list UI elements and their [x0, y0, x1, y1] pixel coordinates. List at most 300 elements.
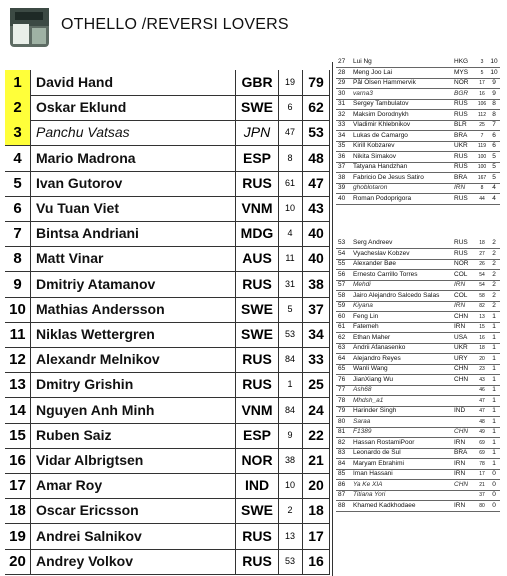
points-cell: 5: [492, 152, 496, 160]
rank-cell: 13: [5, 372, 31, 397]
country-code: RUS: [454, 110, 468, 118]
country-code: VNM: [235, 196, 279, 221]
points-cell: 53: [303, 120, 330, 145]
games-count: 106: [477, 101, 487, 107]
games-count: 167: [477, 174, 487, 181]
games-count: 80: [479, 502, 485, 509]
country-code: BGR: [454, 89, 469, 97]
player-name: Ernesto Carrillo Torres: [353, 270, 418, 278]
player-name: Oskar Eklund: [36, 99, 127, 116]
player-name: F1389: [353, 428, 372, 435]
player-name: Niklas Wettergren: [36, 326, 155, 342]
country-code: IND: [235, 473, 279, 498]
player-name: Ivan Gutorov: [36, 174, 123, 191]
country-code: UKR: [454, 142, 468, 149]
country-code: NOR: [454, 79, 469, 86]
country-code: RUS: [235, 524, 279, 549]
column-divider: [332, 62, 333, 576]
rank-cell: 8: [5, 246, 31, 271]
table-row: [5, 473, 330, 499]
points-cell: 1: [492, 438, 496, 446]
rank-cell: 14: [5, 398, 31, 423]
rank-cell: 18: [5, 498, 31, 523]
rank-cell: 36: [338, 152, 346, 160]
games-count: 18: [479, 240, 485, 246]
player-name: Saraa: [353, 417, 371, 425]
games-count: 53: [278, 322, 303, 347]
games-count: 69: [479, 439, 485, 446]
games-count: 15: [479, 324, 485, 330]
points-cell: 8: [492, 110, 496, 118]
games-count: 54: [479, 271, 485, 278]
games-count: 17: [479, 80, 485, 86]
table-row: [5, 549, 330, 575]
games-count: 100: [477, 164, 487, 170]
games-count: 26: [479, 261, 485, 267]
rank-cell: 20: [5, 549, 31, 574]
player-name: David Hand: [36, 74, 114, 90]
player-name: Bintsa Andriani: [36, 225, 139, 242]
table-row: [5, 498, 330, 524]
games-count: 20: [479, 355, 485, 362]
table-row: [5, 196, 330, 222]
rank-cell: 32: [338, 110, 346, 118]
points-cell: 10: [490, 68, 498, 76]
player-name: Ash68: [353, 386, 372, 393]
games-count: 9: [278, 423, 303, 448]
country-code: MYS: [454, 68, 469, 76]
points-cell: 5: [492, 163, 496, 170]
country-code: ESP: [235, 146, 279, 171]
games-count: 16: [479, 90, 485, 97]
player-name: Mhdsh_a1: [353, 396, 384, 404]
rank-cell: 83: [338, 449, 346, 456]
table-row: [336, 364, 500, 375]
points-cell: 21: [303, 448, 330, 473]
country-code: BRA: [454, 173, 468, 181]
player-name: Maksim Dorodnykh: [353, 110, 409, 118]
group-header: [0, 0, 507, 55]
player-name: Leonardo de Sul: [353, 449, 401, 456]
country-code: JPN: [235, 120, 279, 145]
points-cell: 2: [492, 249, 496, 257]
player-name: Iman Hassani: [353, 470, 393, 477]
games-count: 27: [479, 250, 485, 257]
player-name: Andrii Afanasenko: [353, 344, 406, 351]
rank-cell: 84: [338, 459, 346, 467]
games-count: 44: [479, 195, 485, 202]
ranking-image[interactable]: [5, 58, 504, 576]
points-cell: 1: [492, 333, 496, 341]
games-count: 13: [278, 524, 303, 549]
rank-cell: 27: [338, 58, 346, 65]
points-cell: 47: [303, 171, 330, 196]
rank-cell: 9: [5, 272, 31, 297]
country-code: RUS: [454, 100, 468, 107]
player-name: Vyacheslav Kobzev: [353, 249, 410, 257]
points-cell: 1: [492, 396, 496, 404]
rank-cell: 53: [338, 239, 346, 246]
country-code: AUS: [235, 246, 279, 271]
table-row: [5, 120, 330, 146]
games-count: 43: [479, 376, 485, 383]
player-name: Lukas de Camargo: [353, 131, 408, 139]
country-code: GBR: [235, 70, 279, 95]
rank-cell: 59: [338, 302, 346, 309]
player-name: Hassan RostamiPoor: [353, 438, 415, 446]
country-code: SWE: [235, 95, 279, 120]
rank-cell: 16: [5, 448, 31, 473]
table-row: [5, 221, 330, 247]
rank-cell: 4: [5, 146, 31, 171]
rank-cell: 80: [338, 417, 346, 425]
points-cell: 1: [492, 386, 496, 393]
points-cell: 0: [492, 491, 496, 498]
country-code: RUS: [235, 272, 279, 297]
country-code: SWE: [235, 498, 279, 523]
country-code: URY: [454, 354, 468, 362]
rank-cell: 35: [338, 142, 346, 149]
table-row: [336, 438, 500, 449]
rank-cell: 86: [338, 480, 346, 488]
games-count: 17: [479, 471, 485, 477]
points-cell: 48: [303, 146, 330, 171]
points-cell: 0: [492, 470, 496, 477]
games-count: 8: [278, 146, 303, 171]
games-count: 2: [278, 498, 303, 523]
rank-cell: 11: [5, 322, 31, 347]
player-name: Nguyen Anh Minh: [36, 401, 155, 418]
player-name: Andrei Salnikov: [36, 527, 142, 544]
player-name: Vladimir Khlebnikov: [353, 121, 411, 128]
table-row: [336, 152, 500, 163]
rank-cell: 10: [5, 297, 31, 322]
points-cell: 1: [492, 417, 496, 425]
player-name: Ya Ke XIA: [353, 480, 383, 488]
rank-cell: 3: [5, 120, 31, 145]
table-row: [5, 372, 330, 398]
rank-cell: 57: [338, 281, 346, 288]
table-row: [5, 95, 330, 121]
games-count: 4: [278, 221, 303, 246]
player-name: Kiyana: [353, 302, 373, 309]
table-row: [336, 78, 500, 89]
rank-cell: 54: [338, 249, 346, 257]
games-count: 6: [278, 95, 303, 120]
table-row: [336, 396, 500, 407]
games-count: 47: [479, 397, 485, 404]
rank-cell: 33: [338, 121, 346, 128]
points-cell: 38: [303, 272, 330, 297]
points-cell: 18: [303, 498, 330, 523]
table-row: [336, 490, 500, 501]
games-count: 69: [479, 450, 485, 456]
points-cell: 2: [492, 281, 496, 288]
table-row: [336, 173, 500, 184]
player-name: Fabricio De Jesus Satiro: [353, 173, 424, 181]
player-name: Titiana Yori: [353, 491, 386, 498]
rank-cell: 78: [338, 396, 346, 404]
points-cell: 1: [492, 407, 496, 414]
points-cell: 1: [492, 375, 496, 383]
player-name: Mario Madrona: [36, 149, 136, 166]
points-cell: 9: [492, 79, 496, 86]
games-count: 78: [479, 460, 485, 467]
player-name: Dmitriy Atamanov: [36, 275, 156, 292]
rank-cell: 81: [338, 428, 346, 435]
table-row: [336, 162, 500, 173]
games-count: 21: [479, 481, 485, 488]
country-code: IND: [454, 407, 466, 414]
table-row: [5, 524, 330, 550]
group-avatar[interactable]: [10, 8, 49, 47]
rank-cell: 79: [338, 407, 346, 414]
player-name: Harinder Singh: [353, 407, 397, 414]
avatar-shape: [13, 24, 29, 44]
points-cell: 8: [492, 100, 496, 107]
table-row: [336, 291, 500, 302]
player-name: JianXiang Wu: [353, 375, 393, 383]
games-count: 23: [479, 366, 485, 372]
table-row: [336, 501, 500, 512]
player-name: Kirill Kobzarev: [353, 142, 395, 149]
player-name: Amar Roy: [36, 477, 103, 494]
player-name: Mathias Andersson: [36, 300, 165, 317]
country-code: COL: [454, 270, 468, 278]
points-cell: 9: [492, 89, 496, 97]
player-name: Serg Andreev: [353, 239, 393, 246]
points-cell: 40: [303, 221, 330, 246]
table-row: [336, 459, 500, 470]
table-row: [336, 259, 500, 270]
rank-cell: 64: [338, 354, 346, 362]
games-count: 47: [278, 120, 303, 145]
points-cell: 5: [492, 173, 496, 181]
table-row: [336, 89, 500, 100]
points-cell: 4: [492, 184, 496, 191]
group-title[interactable]: OTHELLO /REVERSI LOVERS: [61, 16, 289, 33]
points-cell: 17: [303, 524, 330, 549]
points-cell: 6: [492, 142, 496, 149]
table-row: [5, 322, 330, 348]
player-name: Jairo Alejandro Salcedo Salas: [353, 291, 440, 299]
country-code: HKG: [454, 58, 469, 65]
games-count: 58: [479, 292, 485, 299]
table-row: [5, 70, 330, 96]
country-code: IRN: [454, 459, 466, 467]
table-row: [336, 68, 500, 79]
player-name: Meng Joo Lai: [353, 68, 393, 76]
table-row: [336, 343, 500, 354]
rank-cell: 76: [338, 375, 346, 383]
country-code: USA: [454, 333, 468, 341]
country-code: RUS: [454, 163, 468, 170]
table-row: [336, 194, 500, 205]
table-row: [336, 312, 500, 323]
games-count: 82: [479, 303, 485, 309]
table-row: [336, 280, 500, 291]
table-row: [336, 448, 500, 459]
points-cell: 62: [303, 95, 330, 120]
player-name: Vu Tuan Viet: [36, 200, 119, 216]
points-cell: 1: [492, 344, 496, 351]
rank-cell: 88: [338, 501, 346, 509]
points-cell: 0: [492, 501, 496, 509]
points-cell: 1: [492, 365, 496, 372]
country-code: ESP: [235, 423, 279, 448]
points-cell: 20: [303, 473, 330, 498]
table-row: [336, 385, 500, 396]
rank-cell: 30: [338, 89, 346, 97]
games-count: 10: [278, 196, 303, 221]
rank-cell: 77: [338, 386, 346, 393]
points-cell: 25: [303, 372, 330, 397]
country-code: IRN: [454, 501, 466, 509]
points-cell: 24: [303, 398, 330, 423]
country-code: RUS: [454, 194, 468, 202]
rank-cell: 19: [5, 524, 31, 549]
rank-cell: 63: [338, 344, 346, 351]
country-code: RUS: [454, 249, 468, 257]
games-count: 10: [278, 473, 303, 498]
games-count: 8: [480, 185, 484, 191]
rank-cell: 37: [338, 163, 346, 170]
table-row: [336, 417, 500, 428]
games-count: 18: [479, 345, 485, 351]
player-name: Fatemeh: [353, 323, 379, 330]
player-name: Maryam Ebrahimi: [353, 459, 404, 467]
table-row: [336, 406, 500, 417]
player-name: Ruben Saiz: [36, 426, 112, 443]
games-count: 19: [278, 70, 303, 95]
country-code: IRN: [454, 470, 466, 477]
player-name: Khamed Kadkhodaee: [353, 501, 416, 509]
games-count: 48: [479, 418, 485, 425]
games-count: 7: [480, 132, 484, 139]
rank-cell: 38: [338, 173, 346, 181]
rank-cell: 62: [338, 333, 346, 341]
points-cell: 1: [492, 312, 496, 320]
country-code: RUS: [235, 347, 279, 372]
country-code: SWE: [235, 297, 279, 322]
points-cell: 1: [492, 459, 496, 467]
games-count: 25: [479, 122, 485, 128]
rank-cell: 39: [338, 184, 346, 191]
rank-cell: 28: [338, 68, 346, 76]
rank-cell: 29: [338, 79, 346, 86]
points-cell: 34: [303, 322, 330, 347]
rank-cell: 31: [338, 100, 346, 107]
rank-cell: 40: [338, 194, 346, 202]
table-row: [336, 354, 500, 365]
points-cell: 6: [492, 131, 496, 139]
country-code: CHN: [454, 375, 469, 383]
points-cell: 1: [492, 354, 496, 362]
player-name: Lui Ng: [353, 58, 372, 65]
points-cell: 2: [492, 270, 496, 278]
player-name: Mehdi: [353, 281, 371, 288]
table-row: [336, 301, 500, 312]
games-count: 47: [479, 408, 485, 414]
games-count: 100: [477, 153, 487, 160]
points-cell: 22: [303, 423, 330, 448]
country-code: IRN: [454, 302, 466, 309]
points-cell: 2: [492, 302, 496, 309]
table-row: [336, 99, 500, 110]
points-cell: 7: [492, 121, 496, 128]
player-name: varna3: [353, 89, 373, 97]
games-count: 5: [480, 69, 484, 76]
rank-cell: 87: [338, 491, 346, 498]
rank-cell: 1: [5, 70, 31, 95]
rank-cell: 82: [338, 438, 346, 446]
player-name: Alexandr Melnikov: [36, 351, 160, 368]
table-row: [5, 448, 330, 474]
country-code: BRA: [454, 449, 468, 456]
table-row: [336, 141, 500, 152]
points-cell: 33: [303, 347, 330, 372]
table-row: [336, 375, 500, 386]
rank-cell: 60: [338, 312, 346, 320]
table-row: [5, 171, 330, 197]
player-name: Alejandro Reyes: [353, 354, 401, 362]
player-name: Alexander Bøe: [353, 260, 396, 267]
table-row: [5, 272, 330, 298]
table-row: [5, 347, 330, 373]
country-code: COL: [454, 291, 468, 299]
points-cell: 40: [303, 246, 330, 271]
table-row: [336, 57, 500, 68]
player-name: Feng Lin: [353, 312, 379, 320]
games-count: 16: [479, 334, 485, 341]
games-count: 37: [479, 492, 485, 498]
table-row: [5, 398, 330, 424]
player-name: Wanli Wang: [353, 365, 388, 372]
country-code: NOR: [454, 260, 469, 267]
games-count: 119: [478, 143, 486, 149]
rank-cell: 56: [338, 270, 346, 278]
points-cell: 4: [492, 194, 496, 202]
table-row: [336, 183, 500, 194]
country-code: IRN: [454, 281, 466, 288]
table-row: [336, 249, 500, 260]
table-row: [336, 333, 500, 344]
country-code: SWE: [235, 322, 279, 347]
table-row: [5, 246, 330, 272]
games-count: 112: [478, 111, 486, 118]
table-row: [336, 120, 500, 131]
points-cell: 10: [490, 58, 498, 65]
points-cell: 1: [492, 428, 496, 435]
table-row: [336, 270, 500, 281]
table-row: [336, 469, 500, 480]
points-cell: 43: [303, 196, 330, 221]
country-code: RUS: [454, 239, 468, 246]
country-code: UKR: [454, 344, 468, 351]
points-cell: 37: [303, 297, 330, 322]
rank-cell: 6: [5, 196, 31, 221]
player-name: Matt Vinar: [36, 250, 104, 267]
player-name: Vidar Albrigtsen: [36, 452, 144, 468]
player-name: ghoblotaron: [353, 184, 388, 191]
country-code: CHN: [454, 428, 469, 435]
rank-cell: 65: [338, 365, 346, 372]
rank-cell: 34: [338, 131, 346, 139]
rank-cell: 17: [5, 473, 31, 498]
country-code: RUS: [235, 171, 279, 196]
country-code: IRN: [454, 184, 466, 191]
country-code: BLR: [454, 121, 467, 128]
